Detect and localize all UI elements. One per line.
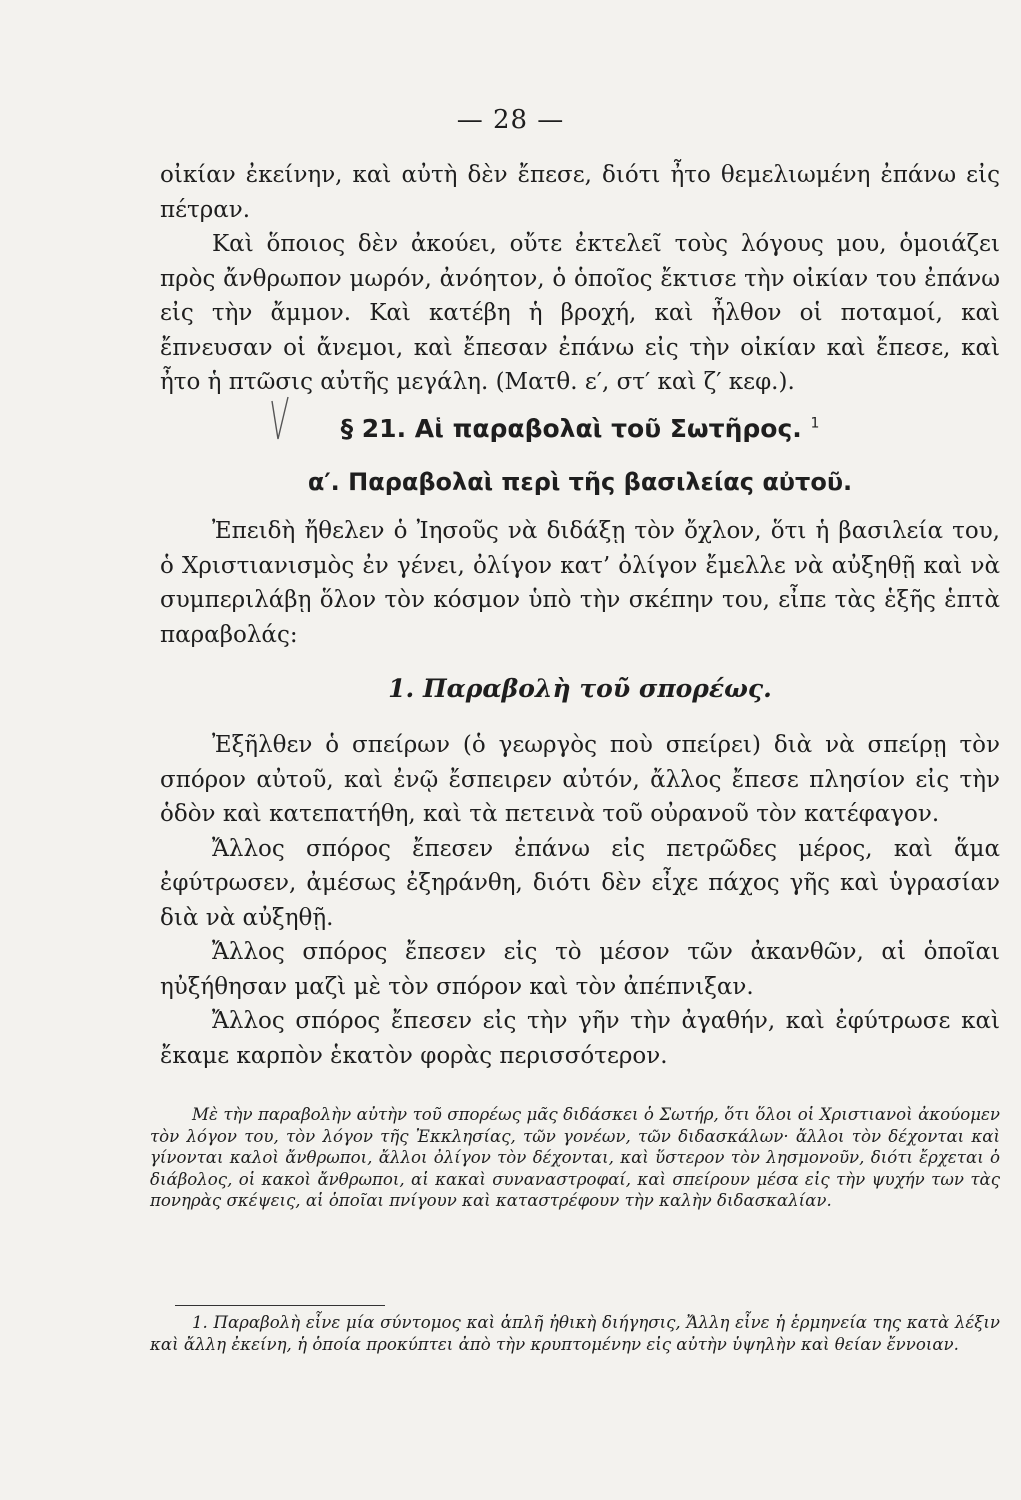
section-subtitle: α′. Παραβολαὶ περὶ τῆς βασιλείας αὐτοῦ. — [307, 468, 853, 496]
continuation-text — [160, 158, 1000, 400]
footnote-marker: 1 — [810, 415, 820, 432]
parable-moral: Μὲ τὴν παραβολὴν αὐτὴν τοῦ σπορέως μᾶς διδάσκει ὁ Σωτήρ, ὅτι ὅλοι οἱ Χριστιανοὶ ἀκούομεν τὸν λόγον του, τὸν λόγον τῆς Ἐκκλησίας, τῶν γονέων, τῶν διδασκάλων· ἄλλοι τὸν δέχονται καὶ γίνονται καλοὶ ἄνθρωποι, ἄλλοι ὀλίγον τὸν δέχονται, καὶ ὕστερον τὸν λησμονοῦν, διότι ἔρχεται ὁ διάβολος, οἱ κακοὶ ἄνθρωποι, αἱ κακαὶ συναναστροφαί, καὶ σπείρουν μέσα εἰς τὴν ψυχήν των τὰς πονηρὰς σκέψεις, αἱ ὁποῖαι πνίγουν καὶ καταστρέφουν τὴν καλὴν διδασκαλίαν. — [150, 1105, 1000, 1210]
paragraph: Καὶ ὅποιος δὲν ἀκούει, οὔτε ἐκτελεῖ τοὺς λόγους μου, ὁμοιάζει πρὸς ἄνθρωπον μωρόν, ἀνόητον, ὁ ὁποῖος ἔκτισε τὴν οἰκίαν του ἐπάνω εἰς τὴν ἄμμον. Καὶ κατέβη ἡ βροχή, καὶ ἦλθον οἱ ποταμοί, καὶ ἔπνευσαν οἱ ἄνεμοι, καὶ ἔπεσαν ἐπάνω εἰς τὴν οἰκίαν καὶ ἔπεσε, καὶ ἦτο ἡ πτῶσις αὐτῆς μεγάλη. (Ματθ. ε′, στ′ καὶ ζ′ κεφ.). — [160, 231, 1000, 395]
page-number: — 28 — — [456, 105, 565, 135]
paragraph: οἰκίαν ἐκείνην, καὶ αὐτὴ δὲν ἔπεσε, διότι ἦτο θεμελιωμένη ἐπάνω εἰς πέτραν. — [160, 162, 1000, 223]
paragraph: Ἄλλος σπόρος ἔπεσεν εἰς τὴν γῆν τὴν ἀγαθήν, καὶ ἐφύτρωσε καὶ ἔκαμε καρπὸν ἑκατὸν φορὰς περισσότερον. — [160, 1008, 1000, 1069]
footnote: 1. Παραβολὴ εἶνε μία σύντομος καὶ ἁπλῆ ἠθικὴ διήγησις, Ἄλλη εἶνε ἡ ἑρμηνεία της κατὰ λέξιν καὶ ἄλλη ἐκείνη, ἡ ὁποία προκύπτει ἀπὸ τὴν κρυπτομένην εἰς αὐτὴν ὑψηλὴν καὶ θείαν ἔννοιαν. — [150, 1313, 1000, 1354]
section-title: § 21. Αἱ παραβολαὶ τοῦ Σωτῆρος. — [340, 414, 802, 443]
intro-text — [160, 514, 1000, 652]
parable-title: 1. Παραβολὴ τοῦ σπορέως. — [388, 674, 772, 703]
paragraph: Ἐπειδὴ ἤθελεν ὁ Ἰησοῦς νὰ διδάξῃ τὸν ὄχλον, ὅτι ἡ βασιλεία του, ὁ Χριστιανισμὸς ἐν γένει, ὀλίγον κατ’ ὀλίγον ἔμελλε νὰ αὐξηθῇ καὶ νὰ συμπεριλάβῃ ὅλον τὸν κόσμον ὑπὸ τὴν σκέπην του, εἶπε τὰς ἑξῆς ἑπτὰ παραβολάς: — [160, 518, 1000, 648]
paragraph: Ἐξῆλθεν ὁ σπείρων (ὁ γεωργὸς ποὺ σπείρει) διὰ νὰ σπείρῃ τὸν σπόρον αὐτοῦ, καὶ ἐνῷ ἔσπειρεν αὐτόν, ἄλλος ἔπεσε πλησίον εἰς τὴν ὁδὸν καὶ κατεπατήθη, καὶ τὰ πετεινὰ τοῦ οὐρανοῦ τὸν κατέφαγον. — [160, 732, 1000, 827]
section-heading — [160, 414, 1000, 443]
paragraph: Ἄλλος σπόρος ἔπεσεν εἰς τὸ μέσον τῶν ἀκανθῶν, αἱ ὁποῖαι ηὐξήθησαν μαζὶ μὲ τὸν σπόρον καὶ τὸν ἀπέπνιξαν. — [160, 939, 1000, 1000]
parable-text — [160, 728, 1000, 1073]
paragraph: Ἄλλος σπόρος ἔπεσεν ἐπάνω εἰς πετρῶδες μέρος, καὶ ἅμα ἐφύτρωσεν, ἀμέσως ἐξηράνθη, διότι δὲν εἶχε πάχος γῆς καὶ ὑγρασίαν διὰ νὰ αὐξηθῇ. — [160, 835, 1000, 931]
footnote-divider — [175, 1305, 385, 1306]
